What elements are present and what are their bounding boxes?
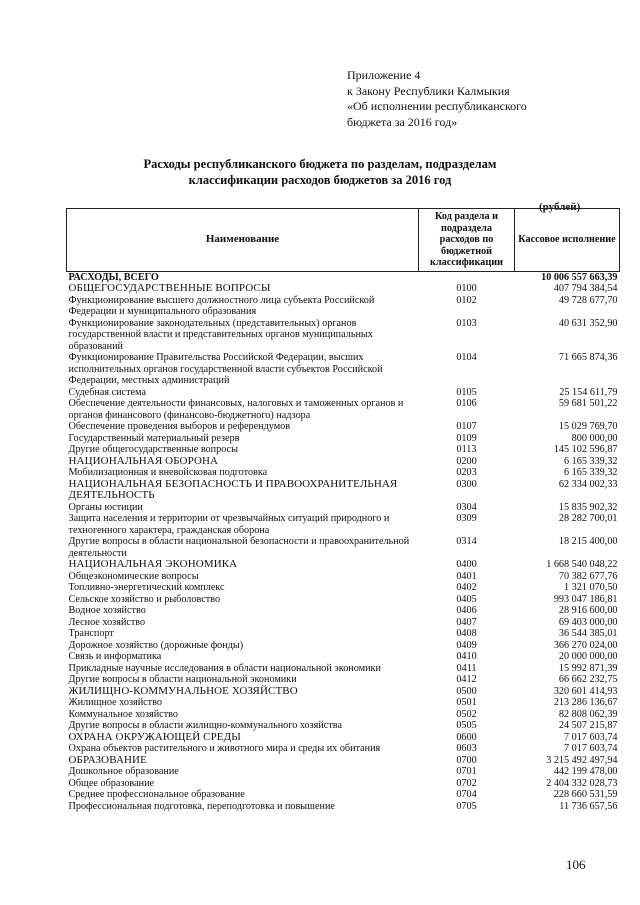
- page-number: 106: [566, 857, 586, 872]
- row-amount: 7 017 603,74: [564, 731, 618, 743]
- appendix-line-1: Приложение 4: [347, 68, 421, 82]
- table-row: [67, 594, 620, 606]
- row-code: 0113: [456, 444, 477, 455]
- row-amount: 66 662 232,75: [558, 674, 618, 685]
- table-body: [67, 271, 620, 812]
- row-amount: 1 321 070,50: [564, 582, 618, 593]
- row-amount: 11 736 657,56: [559, 800, 618, 812]
- table-row: [67, 789, 620, 801]
- row-amount: 71 665 874,36: [558, 352, 618, 363]
- row-name: Функционирование высшего должностного лица субъекта Российской Федерации и муниципального образования: [68, 294, 375, 317]
- row-name: Охрана объектов растительного и животного мира и среды их обитания: [68, 743, 381, 754]
- row-code: 0100: [456, 283, 477, 294]
- row-code: 0502: [456, 708, 477, 720]
- row-amount: 28 282 700,01: [558, 513, 618, 524]
- table-row: [67, 536, 620, 559]
- row-name: Функционирование законодательных (представительных) органов государственной власти и представительных органов муниципальных образований: [68, 317, 373, 352]
- row-name: ОБЩЕГОСУДАРСТВЕННЫЕ ВОПРОСЫ: [68, 282, 271, 294]
- row-code: 0304: [456, 501, 477, 513]
- table-row: [67, 479, 620, 502]
- table-row: [67, 651, 620, 663]
- row-name: Обеспечение проведения выборов и референдумов: [68, 421, 291, 432]
- row-code: 0107: [456, 421, 477, 432]
- row-code: 0408: [456, 628, 477, 639]
- row-amount: 6 165 339,32: [564, 455, 618, 467]
- row-code: 0309: [456, 513, 477, 524]
- row-code: 0109: [456, 432, 477, 444]
- table-row: [67, 732, 620, 744]
- row-code: 0103: [456, 317, 477, 329]
- row-amount: 228 660 531,59: [553, 789, 618, 800]
- row-amount: 25 154 611,79: [559, 386, 618, 398]
- row-code: 0104: [456, 352, 477, 363]
- appendix-line-2: к Закону Республики Калмыкия: [347, 83, 510, 98]
- row-code: 0405: [456, 593, 477, 605]
- row-code: 0704: [456, 789, 477, 800]
- table-row: [67, 352, 620, 387]
- row-name: Другие вопросы в области национальной экономики: [68, 674, 297, 685]
- row-name: Жилищное хозяйство: [68, 697, 162, 708]
- table-row: [67, 456, 620, 468]
- row-amount: 800 000,00: [571, 432, 618, 444]
- row-name: Связь и информатика: [68, 651, 162, 662]
- row-name: РАСХОДЫ, ВСЕГО: [68, 271, 159, 283]
- row-code: 0401: [456, 570, 477, 582]
- appendix-line-3: «Об исполнении республиканского: [347, 99, 527, 113]
- title-line-2: классификации расходов бюджетов за 2016 год: [188, 173, 452, 187]
- table-row: [67, 686, 620, 698]
- row-name: ОБРАЗОВАНИЕ: [68, 753, 147, 766]
- table-row: [67, 663, 620, 675]
- table-row: [67, 433, 620, 445]
- row-amount: 7 017 603,74: [564, 743, 618, 754]
- row-code: [419, 271, 515, 283]
- appendix-line-4: бюджета за 2016 год»: [347, 114, 458, 129]
- row-amount: 145 102 596,87: [553, 444, 618, 455]
- row-amount: 24 507 215,87: [558, 720, 618, 731]
- row-code: 0406: [456, 605, 477, 616]
- row-code: 0410: [456, 651, 477, 662]
- table-row: [67, 755, 620, 767]
- table-row: [67, 766, 620, 778]
- table-row: [67, 743, 620, 755]
- table-row: [67, 571, 620, 583]
- table-row: [67, 295, 620, 318]
- table-row: [67, 720, 620, 732]
- row-code: 0314: [456, 536, 477, 547]
- row-name: Топливно-энергетический комплекс: [68, 582, 225, 593]
- table-row: [67, 697, 620, 709]
- row-amount: 15 992 871,39: [558, 662, 618, 674]
- table-header-row: [67, 209, 620, 272]
- table-row: [67, 502, 620, 514]
- appendix-header: [347, 68, 527, 130]
- row-name: Дошкольное образование: [68, 766, 179, 777]
- document-title: [0, 156, 640, 188]
- row-code: 0600: [456, 731, 477, 743]
- row-name: Лесное хозяйство: [68, 616, 146, 628]
- row-code: 0411: [456, 662, 477, 674]
- row-amount: 442 199 478,00: [553, 766, 618, 777]
- table-row: [67, 617, 620, 629]
- row-name: Общее образование: [68, 777, 155, 789]
- row-name: Защита населения и территории от чрезвычайных ситуаций природного и техногенного характера, гражданская оборона: [68, 513, 390, 536]
- row-name: ЖИЛИЩНО-КОММУНАЛЬНОЕ ХОЗЯЙСТВО: [68, 684, 298, 697]
- row-name: Другие вопросы в области жилищно-коммунального хозяйства: [68, 720, 342, 731]
- row-amount: 36 544 385,01: [558, 628, 618, 639]
- row-name: Водное хозяйство: [68, 605, 146, 616]
- row-name: Коммунальное хозяйство: [68, 708, 178, 720]
- table-row: [67, 513, 620, 536]
- row-amount: 20 000 000,00: [558, 651, 618, 662]
- row-amount: 59 681 501,22: [558, 398, 618, 409]
- row-code: 0701: [456, 766, 477, 777]
- row-code: 0702: [456, 777, 477, 789]
- row-amount: 62 334 002,33: [558, 478, 618, 490]
- row-amount: 40 631 352,90: [558, 317, 618, 329]
- table-row: [67, 283, 620, 295]
- row-code: 0505: [456, 720, 477, 731]
- row-code: 0400: [456, 559, 477, 570]
- row-name: НАЦИОНАЛЬНАЯ ОБОРОНА: [68, 454, 219, 467]
- row-amount: 82 808 062,39: [558, 708, 618, 720]
- header-name: Наименование: [67, 209, 419, 272]
- table-row: [67, 640, 620, 652]
- row-amount: 28 916 600,00: [558, 605, 618, 616]
- row-code: 0501: [456, 697, 477, 708]
- row-name: НАЦИОНАЛЬНАЯ ЭКОНОМИКА: [68, 558, 238, 570]
- row-name: Государственный материальный резерв: [68, 432, 240, 444]
- row-code: 0700: [456, 754, 477, 766]
- row-code: 0203: [456, 467, 477, 478]
- table-row: [67, 801, 620, 813]
- table-row: [67, 628, 620, 640]
- row-name: Другие общегосударственные вопросы: [68, 444, 238, 455]
- row-amount: 1 668 540 048,22: [546, 559, 618, 570]
- row-name: Функционирование Правительства Российской Федерации, высших исполнительных органов государственной власти субъектов Российской Федерации, местных администраций: [68, 352, 383, 386]
- row-code: 0407: [456, 616, 477, 628]
- row-code: 0102: [456, 294, 477, 306]
- row-amount: 213 286 136,67: [553, 697, 618, 708]
- row-name: НАЦИОНАЛЬНАЯ БЕЗОПАСНОСТЬ И ПРАВООХРАНИТЕЛЬНАЯ ДЕЯТЕЛЬНОСТЬ: [68, 477, 398, 501]
- row-name: Прикладные научные исследования в области национальной экономики: [68, 662, 381, 674]
- row-amount: 6 165 339,32: [564, 467, 618, 478]
- row-name: Сельское хозяйство и рыболовство: [68, 593, 221, 605]
- table-row: [67, 467, 620, 479]
- row-code: 0705: [456, 800, 477, 812]
- row-name: Дорожное хозяйство (дорожные фонды): [68, 639, 244, 651]
- row-name: ОХРАНА ОКРУЖАЮЩЕЙ СРЕДЫ: [68, 730, 241, 743]
- header-code: Код раздела и подраздела расходов по бюджетной классификации: [419, 209, 515, 272]
- row-code: 0300: [456, 478, 477, 490]
- table-row: [67, 444, 620, 456]
- row-amount: 15 835 902,32: [558, 501, 618, 513]
- row-amount: 3 215 492 497,94: [546, 754, 618, 766]
- units-label: (рублей): [539, 201, 581, 213]
- row-code: 0603: [456, 743, 477, 754]
- row-code: 0106: [456, 398, 477, 409]
- row-name: Среднее профессиональное образование: [68, 789, 245, 800]
- row-amount: 320 601 414,93: [553, 685, 618, 697]
- row-amount: 69 403 000,00: [558, 616, 618, 628]
- row-amount: 366 270 024,00: [553, 639, 618, 651]
- table-row: [67, 674, 620, 686]
- table-row: [67, 421, 620, 433]
- table-row: [67, 582, 620, 594]
- row-name: Мобилизационная и вневойсковая подготовка: [68, 467, 268, 478]
- table-row: [67, 559, 620, 571]
- title-line-1: Расходы республиканского бюджета по разделам, подразделам: [143, 157, 497, 171]
- row-code: 0105: [456, 386, 477, 398]
- table-row: [67, 387, 620, 399]
- row-amount: 49 728 677,70: [558, 294, 618, 306]
- row-name: Судебная система: [68, 386, 146, 398]
- row-code: 0500: [456, 685, 477, 697]
- row-code: 0409: [456, 639, 477, 651]
- table-row: [67, 778, 620, 790]
- expenditure-table: [66, 208, 620, 812]
- row-name: Другие вопросы в области национальной безопасности и правоохранительной деятельности: [68, 536, 410, 559]
- row-amount: 15 029 769,70: [558, 421, 618, 432]
- row-code: 0402: [456, 582, 477, 593]
- table-row: [67, 318, 620, 353]
- row-name: Обеспечение деятельности финансовых, налоговых и таможенных органов и органов финансового (финансово-бюджетного) надзора: [68, 398, 404, 421]
- row-name: Общеэкономические вопросы: [68, 570, 199, 582]
- row-amount: 70 382 677,76: [558, 570, 618, 582]
- row-name: Органы юстиции: [68, 501, 143, 513]
- row-amount: 10 006 557 663,39: [541, 271, 618, 283]
- row-code: 0412: [456, 674, 477, 685]
- table-row: [67, 398, 620, 421]
- row-code: 0200: [456, 455, 477, 467]
- row-amount: 407 794 384,54: [553, 283, 618, 294]
- row-amount: 993 047 186,81: [553, 593, 618, 605]
- table-row: [67, 605, 620, 617]
- table-row: [67, 709, 620, 721]
- row-name: Транспорт: [68, 628, 114, 639]
- row-amount: 2 404 332 028,73: [546, 777, 618, 789]
- row-amount: 18 215 400,00: [558, 536, 618, 547]
- row-name: Профессиональная подготовка, переподготовка и повышение: [68, 800, 335, 812]
- header-amount: Кассовое исполнение: [515, 209, 620, 272]
